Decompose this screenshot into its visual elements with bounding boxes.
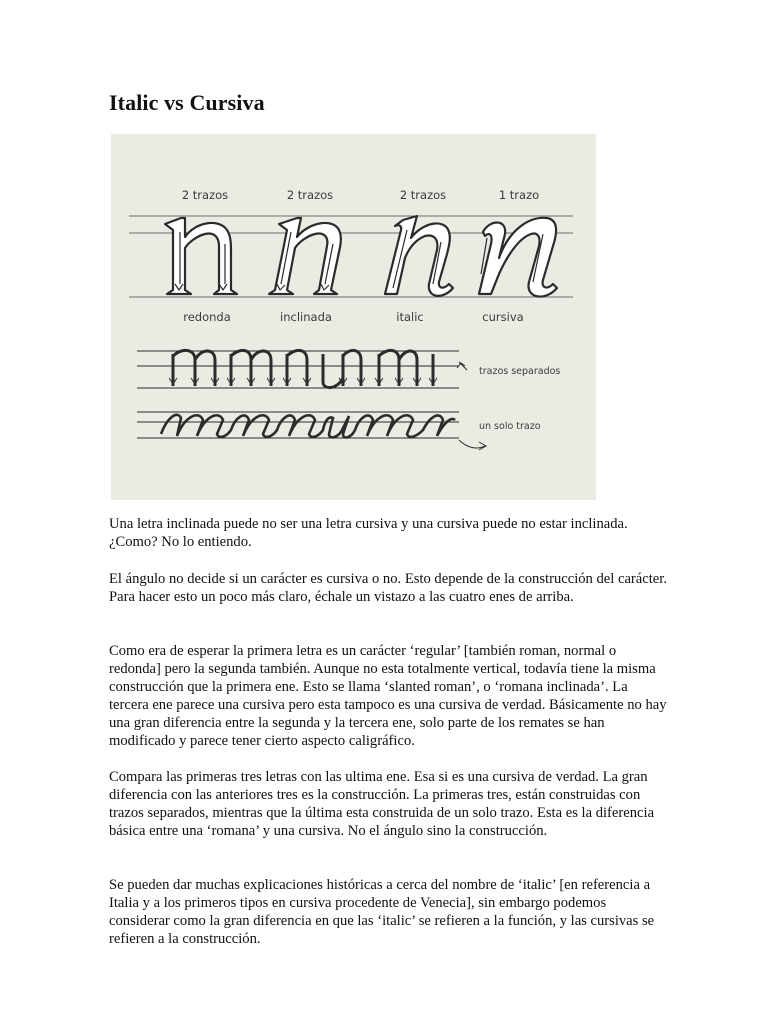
letter-n-redonda bbox=[165, 218, 237, 294]
paragraph-5: Se pueden dar muchas explicaciones históricas a cerca del nombre de ‘italic’ [en referencia a Italia y a los primeros tipos en cursiva procedente de Venecia], sin embargo podemos considerar como la gran diferencia en que las ‘italic’ se refieren a la función, y las cursivas se refieren a la construcción. bbox=[109, 877, 655, 947]
style-label-cursiva: cursiva bbox=[482, 310, 524, 324]
style-label-italic: italic bbox=[396, 310, 424, 324]
paragraph-1: Una letra inclinada puede no ser una letra cursiva y una cursiva puede no estar inclinada. ¿Como? No lo entiendo. bbox=[109, 516, 628, 550]
stroke-label-3: 2 trazos bbox=[399, 188, 447, 202]
single-stroke-row bbox=[137, 412, 486, 450]
letter-construction-illustration bbox=[111, 134, 596, 500]
paragraph-2: El ángulo no decide si un carácter es cursiva o no. Esto depende de la construcción del carácter. Para hacer esto un poco más claro, échale un vistazo a las cuatro enes de arriba. bbox=[109, 571, 667, 605]
paragraph-3: Como era de esperar la primera letra es un carácter ‘regular’ [también roman, normal o redonda] pero la segunda también. Aunque no esta totalmente vertical, todavía tiene la misma construcción que la primera ene. Esto se llama ‘slanted roman’, o ‘romana inclinada’. La tercera ene parece una cursiva pero esta tampoco es una cursiva de verdad. Básicamente no hay una gran diferencia entre la segunda y la tercera ene, solo parte de los remates se han modificado y parece tener cierto aspecto caligráfico. bbox=[109, 643, 667, 749]
letter-n-italic bbox=[385, 216, 453, 296]
letter-n-cursiva bbox=[479, 218, 557, 297]
stroke-label-4: 1 trazo bbox=[498, 188, 540, 202]
style-label-inclinada: inclinada bbox=[280, 310, 332, 324]
page-title: Italic vs Cursiva bbox=[109, 90, 265, 115]
letter-n-inclinada bbox=[269, 218, 341, 294]
illustration-svg bbox=[111, 134, 596, 500]
style-label-redonda: redonda bbox=[183, 310, 231, 324]
separate-strokes-row bbox=[137, 350, 467, 388]
paragraph-4: Compara las primeras tres letras con las ultima ene. Esa si es una cursiva de verdad. La gran diferencia con las anteriores tres es la construcción. La primeras tres, están construidas con trazos separados, mientras que la última esta construida de un solo trazo. Esta es la diferencia básica entre una ‘romana’ y una cursiva. No el ángulo sino la construcción. bbox=[109, 769, 655, 839]
stroke-label-1: 2 trazos bbox=[181, 188, 229, 202]
row-label-separate: trazos separados bbox=[479, 366, 561, 377]
row-label-single: un solo trazo bbox=[479, 421, 541, 432]
stroke-label-2: 2 trazos bbox=[286, 188, 334, 202]
